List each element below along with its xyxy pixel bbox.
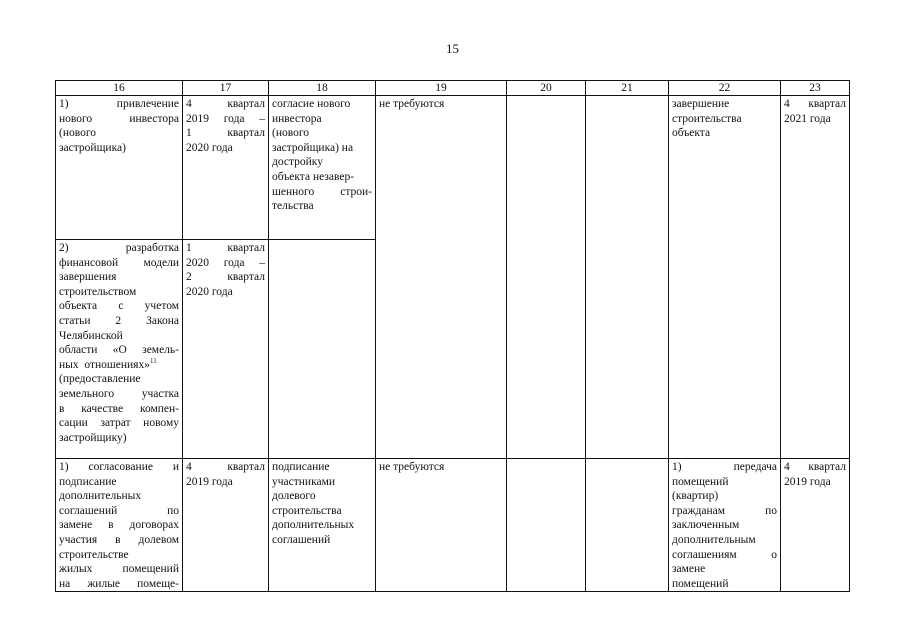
cell-period [183, 459, 269, 592]
cell-line: Челябинской [59, 329, 123, 342]
cell-line: заключенным [672, 519, 740, 532]
cell-line: помещений [672, 475, 729, 488]
cell-line: завершение [672, 98, 730, 110]
cell-period [183, 96, 269, 240]
col-header-19: 19 [376, 81, 507, 96]
col-header-20: 20 [507, 81, 586, 96]
cell-line: инвестора [272, 112, 322, 125]
cell-line: 2020 года [186, 141, 233, 154]
cell-line: 2020 года [186, 285, 233, 298]
table-row [56, 459, 850, 592]
cell-funding: не требуются [376, 459, 507, 592]
cell-line: 1) передача [672, 461, 777, 473]
cell-line: сации затрат новому [59, 417, 179, 430]
cell-line: 2019 года [186, 475, 233, 488]
cell-line: 4 квартал [186, 461, 265, 473]
cell-line: нового инвестора [59, 112, 179, 125]
cell-result [269, 96, 376, 240]
cell-line: долевого [272, 490, 316, 503]
page-number: 15 [446, 41, 459, 56]
cell-line: гражданам по [672, 504, 777, 517]
col-header-23: 23 [781, 81, 850, 96]
cell-line: жилых помещений [59, 563, 179, 576]
cell-line: 2021 года [784, 112, 831, 125]
cell-line: участия в долевом [59, 533, 179, 546]
col-header-17: 17 [183, 81, 269, 96]
cell-line: статьи 2 Закона [59, 314, 179, 327]
cell-line: финансовой модели [59, 256, 179, 269]
cell-line: области «О земель- [59, 344, 179, 357]
cell-period [183, 240, 269, 459]
cell-line: дополнительных [272, 519, 355, 532]
cell-empty-21 [586, 96, 669, 459]
cell-line: 4 квартал [186, 98, 265, 110]
cell-line: дополнительных [59, 490, 142, 503]
cell-line: 2019 года – [186, 112, 265, 125]
cell-line: тельства [272, 200, 314, 213]
cell-line: земельного участка [59, 387, 179, 400]
cell-empty-21 [586, 459, 669, 592]
footnote-text: ных отношениях» [59, 358, 150, 371]
col-header-16: 16 [56, 81, 183, 96]
header-row [56, 81, 850, 96]
cell-line: 1) согласование и [59, 461, 179, 473]
cell-line: (нового [272, 127, 310, 140]
cell-line: застройщика) [59, 141, 126, 154]
cell-line: (квартир) [672, 490, 719, 503]
cell-line: подписание [59, 475, 117, 488]
cell-line: объекта [672, 127, 711, 140]
cell-line: завершения [59, 271, 117, 284]
cell-line: замене [672, 563, 706, 576]
cell-line: помещений [672, 577, 729, 590]
cell-line: объекта незавер- [272, 170, 355, 183]
cell-line: 2) разработка [59, 242, 179, 254]
cell-line: 2020 года – [186, 256, 265, 269]
cell-line: подписание [272, 461, 330, 473]
cell-line: согласие нового [272, 98, 351, 110]
cell-funding: не требуются [376, 96, 507, 459]
cell-line: достройку [272, 156, 323, 169]
cell-outcome [669, 459, 781, 592]
data-table [55, 80, 850, 592]
col-header-18: 18 [269, 81, 376, 96]
col-header-21: 21 [586, 81, 669, 96]
cell-line: строительства [672, 112, 742, 125]
cell-line: в качестве компен- [59, 402, 179, 415]
cell-deadline [781, 459, 850, 592]
cell-line: строительства [272, 504, 342, 517]
footnote-mark: 11 [149, 356, 157, 365]
cell-line: соглашений по [59, 504, 179, 517]
cell-line: застройщика) на [272, 141, 354, 154]
cell-empty-20 [507, 96, 586, 459]
cell-line: объекта с учетом [59, 300, 179, 313]
cell-line: 2 квартал [186, 271, 265, 284]
cell-line: строительством [59, 285, 137, 298]
cell-line: соглашений [272, 533, 331, 546]
cell-line: шенного строи- [272, 185, 372, 198]
col-header-22: 22 [669, 81, 781, 96]
cell-line: замене в договорах [59, 519, 179, 532]
cell-line: на жилые помеще- [59, 577, 179, 590]
cell-empty-20 [507, 459, 586, 592]
cell-deadline [781, 96, 850, 459]
cell-activity [56, 96, 183, 240]
cell-activity [56, 459, 183, 592]
cell-line: строительстве [59, 548, 129, 561]
cell-line: соглашениям о [672, 548, 777, 561]
cell-line: застройщику) [59, 431, 127, 444]
table-row [56, 96, 850, 240]
cell-line: 4 квартал [784, 461, 846, 473]
cell-line: дополнительным [672, 533, 756, 546]
cell-result-empty [269, 240, 376, 459]
cell-activity [56, 240, 183, 459]
cell-line: (предоставление [59, 373, 141, 386]
cell-line: (нового [59, 127, 97, 140]
cell-outcome [669, 96, 781, 459]
cell-line: 1 квартал [186, 242, 265, 254]
cell-line: 2019 года [784, 475, 831, 488]
cell-line: 1) привлечение [59, 98, 179, 110]
cell-line: участниками [272, 475, 336, 488]
cell-line: 1 квартал [186, 127, 265, 140]
cell-result [269, 459, 376, 592]
cell-line [59, 358, 179, 373]
cell-line: 4 квартал [784, 98, 846, 110]
